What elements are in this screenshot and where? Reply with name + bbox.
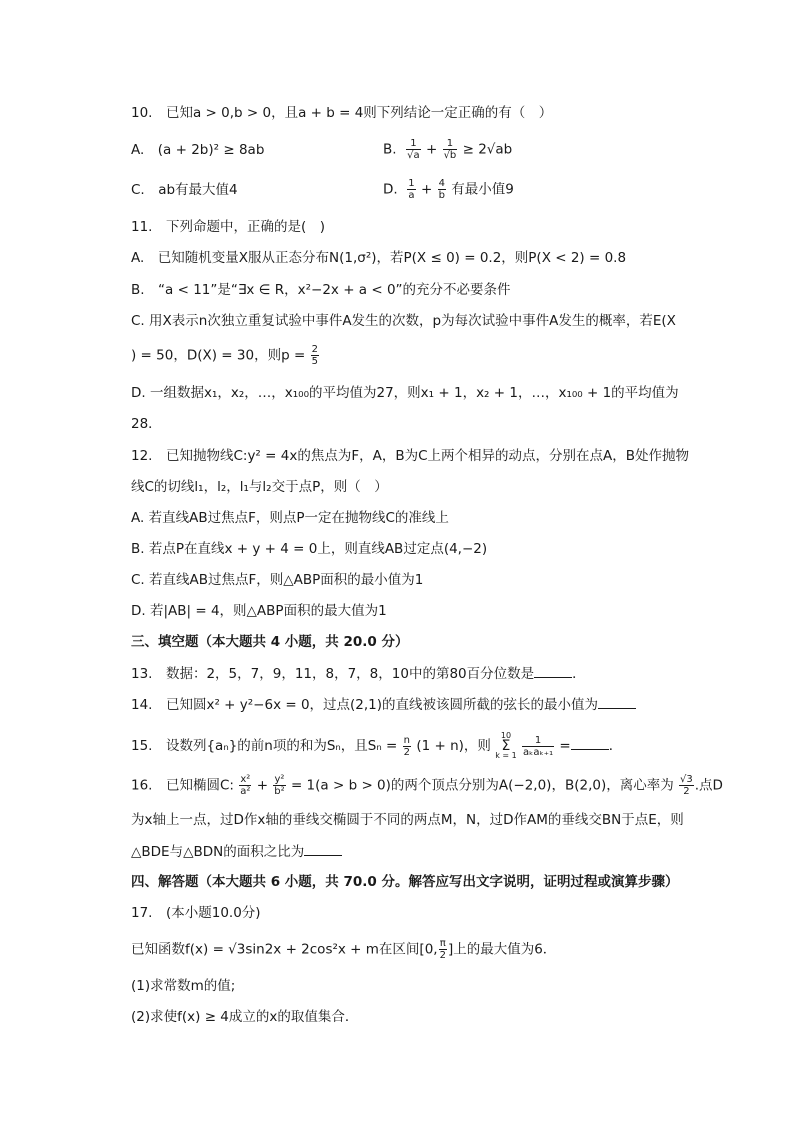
frac-den: √b (443, 150, 457, 161)
q17-stem-tail: ]上的最大值为6． (447, 941, 557, 958)
q17-title: 17. (本小题10.0分) (131, 905, 261, 921)
q10-option-d (383, 178, 514, 201)
q16-tail: .点D (694, 777, 723, 794)
frac-num: 1 (443, 138, 458, 150)
frac-num: 1 (406, 138, 421, 150)
section-3-heading: 三、填空题（本大题共 4 小题，共 20.0 分） (131, 634, 409, 650)
q16-prefix: 16. 已知椭圆C: (131, 777, 234, 794)
frac-num: 4 (438, 178, 445, 189)
answer-blank (534, 665, 572, 678)
q11-stem: 11. 下列命题中，正确的是( ) (131, 219, 326, 235)
q15-frac-1-akak1 (522, 735, 554, 758)
q12-option-d: D. 若|AB| = 4，则△ABP面积的最大值为1 (131, 603, 387, 619)
q12-option-c: C. 若直线AB过焦点F，则△ABP面积的最小值为1 (131, 572, 424, 588)
q13 (131, 664, 586, 684)
q13-period: ． (572, 666, 586, 682)
q12-stem-line2: 线C的切线l₁，l₂，l₁与l₂交于点P，则（ ） (131, 479, 388, 495)
q11-option-c-text: ) = 50，D(X) = 30，则p = (131, 347, 306, 364)
frac-den: 2 (439, 950, 446, 961)
q11-option-c-line1: C. 用X表示n次独立重复试验中事件A发生的次数，p为每次试验中事件A发生的概率，若E(X (131, 313, 676, 329)
q15-sum (495, 731, 517, 761)
q11-option-d-line2: 28． (131, 416, 162, 432)
q17-stem-text: 已知函数f(x) = √3sin2x + 2cos²x + m在区间[0, (131, 941, 438, 958)
frac-num: y² (274, 774, 285, 785)
q10-frac-1-sqrt-b (443, 138, 458, 161)
q10-option-d-label: D. (383, 181, 398, 198)
q16-frac-sqrt3-2 (679, 774, 694, 797)
q10-frac-4-b (438, 178, 446, 201)
q12-option-b: B. 若点P在直线x + y + 4 = 0上，则直线AB过定点(4,−2) (131, 541, 488, 557)
q15-text: 15. 设数列{aₙ}的前n项的和为Sₙ，且Sₙ = (131, 738, 398, 754)
q12-stem-line1: 12. 已知抛物线C:y² = 4x的焦点为F，A，B为C上两个相异的动点，分别在点A，B处作抛物 (131, 448, 690, 464)
q15 (131, 731, 622, 761)
frac-num: 1 (522, 735, 554, 747)
frac-den: 2 (403, 746, 411, 758)
q17-part1: (1)求常数m的值; (131, 978, 236, 994)
q15-mid: (1 + n)，则 (416, 738, 491, 754)
q10-option-b-tail: ≥ 2√ab (462, 141, 513, 158)
frac-den: 5 (311, 356, 318, 367)
frac-den: a² (240, 786, 251, 797)
q17-frac-pi-2 (439, 938, 447, 961)
sum-sign: Σ (501, 738, 511, 754)
q12-option-a: A. 若直线AB过焦点F，则点P一定在抛物线C的准线上 (131, 510, 449, 526)
frac-den: aₖaₖ₊₁ (523, 746, 554, 758)
q14 (131, 695, 636, 715)
q16-line1 (131, 774, 723, 797)
frac-den: b (438, 190, 445, 201)
q15-period: ． (608, 738, 623, 754)
section-4-heading: 四、解答题（本大题共 6 小题，共 70.0 分。解答应写出文字说明，证明过程或演算步骤） (131, 874, 679, 890)
q10-frac-1-sqrt-a (406, 138, 421, 161)
q16-line3 (131, 842, 342, 862)
frac-num: x² (240, 774, 251, 785)
frac-den: b² (274, 786, 285, 797)
q17-stem (131, 938, 556, 961)
frac-den: a (408, 190, 415, 201)
plus-sign: + (256, 777, 268, 794)
frac-num: √3 (680, 774, 693, 785)
q14-text: 14. 已知圆x² + y²−6x = 0，过点(2,1)的直线被该圆所截的弦长的最小值为 (131, 697, 599, 713)
q15-frac-n-2 (403, 735, 411, 758)
q10-stem: 10. 已知a > 0,b > 0，且a + b = 4则下列结论一定正确的有（ ） (131, 105, 553, 121)
sum-lower: k = 1 (495, 751, 517, 760)
answer-blank (598, 696, 636, 709)
answer-blank (571, 737, 609, 750)
q10-option-c: C. ab有最大值4 (131, 182, 238, 198)
plus-sign: + (425, 141, 438, 158)
plus-sign: + (420, 181, 433, 198)
q11-option-c-line2 (131, 344, 320, 367)
q16-frac-x2-a2 (239, 774, 251, 797)
q10-option-a: A. (a + 2b)² ≥ 8ab (131, 142, 265, 158)
frac-num: n (403, 734, 411, 746)
q16-mid: = 1(a > b > 0)的两个顶点分别为A(−2,0)，B(2,0)，离心率为 (290, 777, 674, 794)
frac-num: 1 (408, 178, 415, 189)
equals-sign: = (559, 738, 571, 754)
q16-line3-text: △BDE与△BDN的面积之比为 (131, 844, 305, 860)
q10-option-b-label: B. (383, 141, 397, 158)
frac-den: 2 (683, 786, 690, 797)
frac-den: √a (407, 150, 420, 161)
q13-text: 13. 数据：2，5，7，9，11，8，7，8，10中的第80百分位数是 (131, 666, 535, 682)
sum-upper: 10 (500, 731, 512, 740)
frac-num: 2 (311, 344, 318, 355)
answer-blank (304, 843, 342, 856)
q16-frac-y2-b2 (273, 774, 285, 797)
q11-option-a: A. 已知随机变量X服从正态分布N(1,σ²)，若P(X ≤ 0) = 0.2，则P(X < 2) = 0.8 (131, 250, 627, 266)
q10-frac-1-a (407, 178, 415, 201)
q10-option-d-tail: 有最小值9 (451, 181, 514, 198)
q16-line2: 为x轴上一点，过D作x轴的垂线交椭圆于不同的两点M，N，过D作AM的垂线交BN于点E，则 (131, 812, 684, 828)
q11-option-b: B. “a < 11”是“∃x ∈ R，x²−2x + a < 0”的充分不必要条件 (131, 282, 511, 298)
q17-part2: (2)求使f(x) ≥ 4成立的x的取值集合． (131, 1009, 359, 1025)
frac-num: π (439, 938, 446, 949)
q11-option-d-line1: D. 一组数据x₁，x₂，…，x₁₀₀的平均值为27，则x₁ + 1，x₂ + 1，…，x₁₀₀ + 1的平均值为 (131, 385, 679, 401)
q11-frac-2-5 (311, 344, 319, 367)
q10-option-b (383, 138, 512, 161)
